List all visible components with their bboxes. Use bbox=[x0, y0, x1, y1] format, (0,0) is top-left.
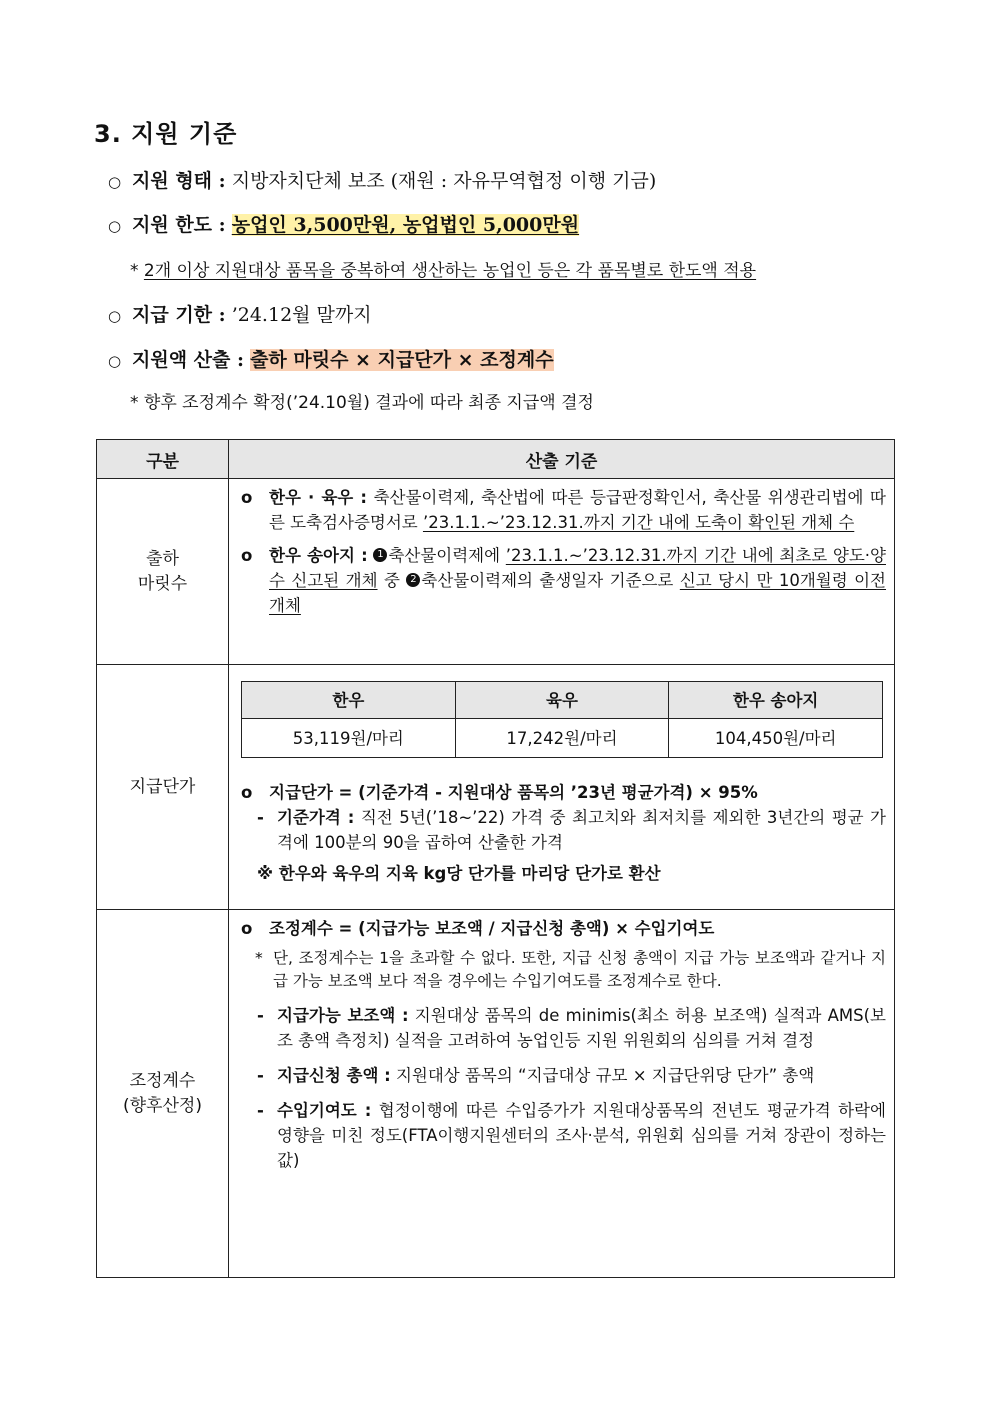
unit-price-value-row bbox=[242, 719, 883, 758]
item1-text: 축산물이력제, 축산법에 따른 등급판정확인서, 축산물 위생관리법에 따른 도축검사증명서로 bbox=[269, 488, 886, 532]
row-adjustment-content bbox=[229, 910, 895, 1278]
section-title: 3. 지원 기준 bbox=[94, 120, 238, 148]
asterisk-icon: * bbox=[255, 949, 263, 967]
available-subsidy-text: 지원대상 품목의 de minimis(최소 허용 보조액) 실적과 AMS(보조 총액 측정치) 실적을 고려하여 농업인등 지원 위원회의 심의를 거쳐 결정 bbox=[277, 1006, 886, 1050]
deadline-value: ’24.12월 말까지 bbox=[231, 304, 372, 326]
item2-text3: 축산물이력제의 출생일자 기준으로 bbox=[421, 571, 674, 590]
header-criteria: 산출 기준 bbox=[229, 440, 895, 479]
limit-note-text: 2개 이상 지원대상 품목을 중복하여 생산하는 농업인 등은 각 품목별로 한도액 적용 bbox=[143, 261, 757, 281]
number-one-icon: 1 bbox=[373, 548, 387, 562]
o-bullet-icon: o bbox=[241, 783, 253, 802]
bullet-support-limit bbox=[108, 210, 579, 237]
available-subsidy-item bbox=[257, 1003, 886, 1053]
row-shipment-label bbox=[97, 479, 229, 665]
unit-price-table bbox=[241, 681, 883, 758]
circle-bullet-icon: ○ bbox=[108, 217, 122, 235]
import-contribution-item bbox=[257, 1098, 886, 1173]
unit-price-value-calf: 104,450원/마리 bbox=[669, 719, 883, 758]
limit-note bbox=[130, 256, 756, 281]
o-bullet-icon: o bbox=[241, 546, 253, 565]
bullet-amount-calc bbox=[108, 345, 554, 372]
o-bullet-icon: o bbox=[241, 919, 253, 938]
adjustment-star-note bbox=[255, 947, 886, 993]
calc-note bbox=[130, 388, 594, 413]
available-subsidy-label: 지급가능 보조액 : bbox=[277, 1006, 409, 1025]
unit-price-formula bbox=[241, 780, 886, 805]
calc-formula: 출하 마릿수 × 지급단가 × 조정계수 bbox=[250, 349, 554, 371]
calc-note-text: 향후 조정계수 확정(’24.10월) 결과에 따라 최종 지급액 결정 bbox=[143, 393, 594, 413]
criteria-header-row bbox=[97, 440, 895, 479]
row-unit-price-content bbox=[229, 665, 895, 910]
header-category: 구분 bbox=[97, 440, 229, 479]
applied-total-text: 지원대상 품목의 “지급대상 규모 × 지급단위당 단가” 총액 bbox=[395, 1066, 815, 1085]
support-form-value: 지방자치단체 보조 (재원 : 자유무역협정 이행 기금) bbox=[231, 170, 657, 192]
item2-underlined1: ’23.1.1.~’23.12.31.까지 기간 내에 최초로 양도·양수 신고된 개체 bbox=[269, 546, 886, 590]
conversion-note: ※ 한우와 육우의 지육 kg당 단가를 마리당 단가로 환산 bbox=[257, 864, 661, 883]
shipment-label-line1: 출하 bbox=[146, 548, 179, 569]
import-contribution-label: 수입기여도 : bbox=[277, 1101, 372, 1120]
row-adjustment-factor bbox=[97, 910, 895, 1278]
item2-text1: 축산물이력제에 bbox=[388, 546, 501, 565]
asterisk-icon: * bbox=[130, 261, 144, 281]
dash-bullet-icon: - bbox=[257, 1101, 264, 1120]
row-unit-price-label: 지급단가 bbox=[97, 665, 229, 910]
row-shipment-count bbox=[97, 479, 895, 665]
unit-price-value-hanwoo: 53,119원/마리 bbox=[242, 719, 456, 758]
dash-bullet-icon: - bbox=[257, 808, 264, 827]
row-shipment-content bbox=[229, 479, 895, 665]
adjustment-formula bbox=[241, 916, 886, 941]
unit-price-header-row bbox=[242, 682, 883, 719]
row-unit-price bbox=[97, 665, 895, 910]
item2-underlined2: 신고 당시 만 10개월령 이전 개체 bbox=[269, 571, 887, 615]
calc-label: 지원액 산출 : bbox=[132, 349, 245, 371]
asterisk-icon: * bbox=[130, 393, 144, 413]
support-form-label: 지원 형태 : bbox=[132, 170, 226, 192]
item1-underlined: ’23.1.1.~’23.12.31.까지 기간 내에 도축이 확인된 개체 수 bbox=[422, 513, 855, 532]
unit-price-header-yugwoo: 육우 bbox=[455, 682, 669, 719]
adjustment-label-line2: (향후산정) bbox=[123, 1095, 202, 1116]
base-price-text: 직전 5년(’18~’22) 가격 중 최고치와 최저치를 제외한 3년간의 평균 가격에 100분의 90을 곱하여 산출한 가격 bbox=[277, 808, 886, 852]
number-two-icon: 2 bbox=[406, 573, 420, 587]
base-price-item bbox=[257, 805, 886, 855]
shipment-item-calf bbox=[241, 543, 886, 618]
bullet-payment-deadline bbox=[108, 300, 372, 327]
base-price-label: 기준가격 : bbox=[277, 808, 355, 827]
support-limit-value: 농업인 3,500만원, 농업법인 5,000만원 bbox=[231, 214, 580, 236]
unit-price-value-yugwoo: 17,242원/마리 bbox=[455, 719, 669, 758]
row-adjustment-label bbox=[97, 910, 229, 1278]
adjustment-formula-text: 조정계수 = (지급가능 보조액 / 지급신청 총액) × 수입기여도 bbox=[269, 919, 715, 938]
unit-price-header-calf: 한우 송아지 bbox=[669, 682, 883, 719]
support-limit-label: 지원 한도 : bbox=[132, 214, 226, 236]
dash-bullet-icon: - bbox=[257, 1066, 264, 1085]
applied-total-label: 지급신청 총액 : bbox=[277, 1066, 391, 1085]
criteria-table bbox=[96, 439, 895, 1278]
deadline-label: 지급 기한 : bbox=[132, 304, 226, 326]
shipment-label-line2: 마릿수 bbox=[137, 573, 188, 594]
shipment-item-hanwoo-yugwoo bbox=[241, 485, 886, 535]
applied-total-item bbox=[257, 1063, 886, 1088]
item1-label: 한우 · 육우 : bbox=[269, 488, 367, 507]
unit-price-formula-text: 지급단가 = (기준가격 - 지원대상 품목의 ’23년 평균가격) × 95% bbox=[269, 783, 758, 802]
circle-bullet-icon: ○ bbox=[108, 173, 122, 191]
dash-bullet-icon: - bbox=[257, 1006, 264, 1025]
adjustment-label-line1: 조정계수 bbox=[129, 1070, 196, 1091]
bullet-support-form bbox=[108, 166, 656, 193]
item2-label: 한우 송아지 : bbox=[269, 546, 368, 565]
o-bullet-icon: o bbox=[241, 488, 253, 507]
import-contribution-text: 협정이행에 따른 수입증가가 지원대상품목의 전년도 평균가격 하락에 영향을 미친 정도(FTA이행지원센터의 조사·분석, 위원회 심의를 거쳐 장관이 정하는 값) bbox=[277, 1101, 886, 1170]
adjustment-star-text: 단, 조정계수는 1을 초과할 수 없다. 또한, 지급 신청 총액이 지급 가능 보조액과 같거나 지급 가능 보조액 보다 적을 경우에는 수입기여도를 조정계수로 한다. bbox=[273, 949, 886, 990]
circle-bullet-icon: ○ bbox=[108, 352, 122, 370]
circle-bullet-icon: ○ bbox=[108, 307, 122, 325]
item2-text2: 중 bbox=[383, 571, 400, 590]
unit-price-header-hanwoo: 한우 bbox=[242, 682, 456, 719]
